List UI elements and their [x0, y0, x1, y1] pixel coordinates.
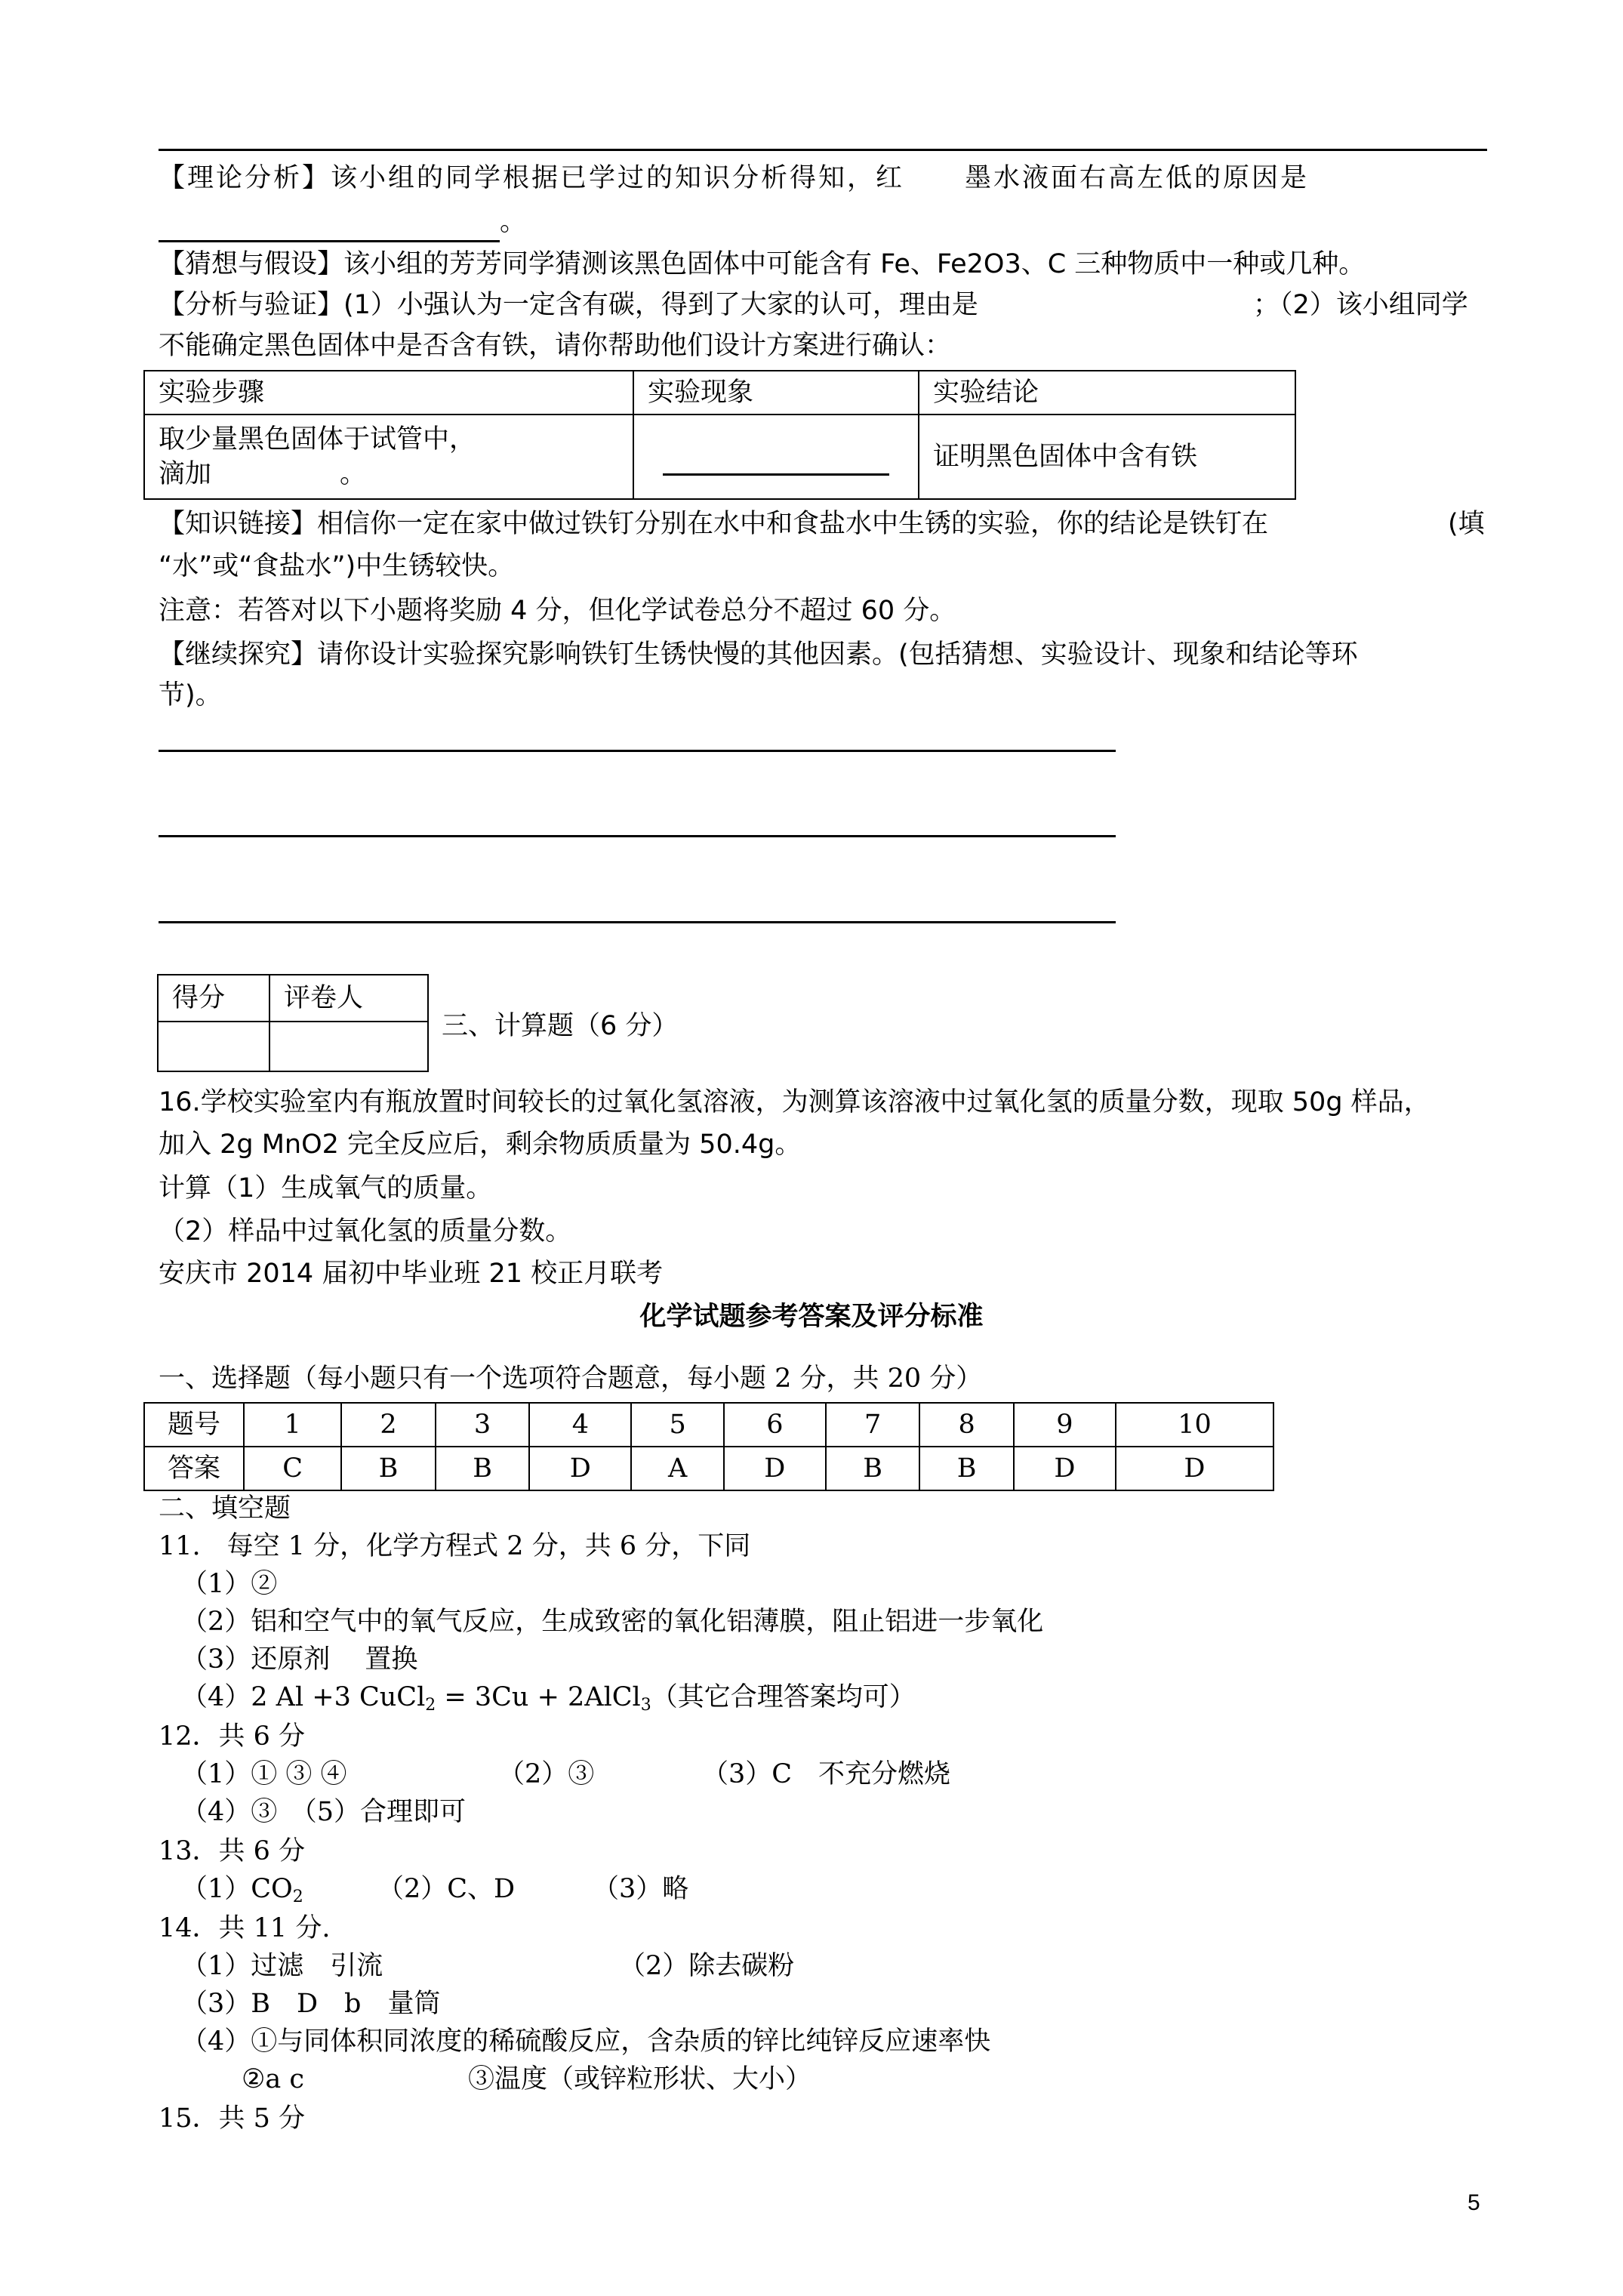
score-label: 得分: [158, 975, 269, 1022]
answer-q11-2: （2）铝和空气中的氧气反应，生成致密的氧化铝薄膜，阻止铝进一步氧化: [181, 1607, 1044, 1637]
answer-q12-2: （2）③: [498, 1759, 595, 1789]
section-1-title: 一、选择题（每小题只有一个选项符合题意，每小题 2 分，共 20 分）: [159, 1364, 983, 1394]
link-line-c: “水”或“食盐水”)中生锈较快。: [159, 551, 515, 581]
score-box: [157, 974, 429, 1072]
choice-answer: B: [826, 1447, 920, 1490]
choice-answer: D: [1014, 1447, 1116, 1490]
equation-part: （4）2 Al +3 CuCl: [181, 1682, 426, 1712]
choice-answer: D: [529, 1447, 631, 1490]
verify-line-c: 不能确定黑色固体中是否含有铁，请你帮助他们设计方案进行确认：: [159, 331, 952, 361]
q16-line: 计算（1）生成氧气的质量。: [159, 1173, 493, 1203]
table-cell-step: [144, 415, 633, 499]
answer-q11-3: （3）还原剂 置换: [181, 1644, 418, 1675]
link-line-a: 【知识链接】相信你一定在家中做过铁钉分别在水中和食盐水中生锈的实验，你的结论是铁钉在: [159, 509, 1269, 539]
question-number: 2: [341, 1403, 436, 1447]
analysis-line: [159, 160, 1309, 196]
analysis-end: 。: [500, 207, 527, 237]
answer-q12-3: （3）C 不充分燃烧: [702, 1759, 951, 1789]
answer-blank[interactable]: [159, 204, 500, 242]
answer-q14-1: （1）过滤 引流: [181, 1951, 383, 1981]
equation-note: （其它合理答案均可）: [651, 1682, 916, 1712]
answer-line[interactable]: [159, 750, 1116, 752]
row-label: 题号: [144, 1403, 244, 1447]
choice-answer: B: [919, 1447, 1014, 1490]
verify-a: 【分析与验证】(1）小强认为一定含有碳，得到了大家的认可，理由是: [159, 290, 978, 320]
q16-line: 加入 2g MnO2 完全反应后，剩余物质质量为 50.4g。: [159, 1130, 802, 1160]
table-header: 实验步骤: [144, 371, 633, 415]
section-3-title: 三、计算题（6 分）: [442, 1011, 679, 1041]
table-cell-conclusion: 证明黑色固体中含有铁: [919, 415, 1295, 499]
choice-answer: D: [1116, 1447, 1273, 1490]
page-number: 5: [1467, 2190, 1480, 2215]
verify-line-b: ；（2）该小组同学: [1253, 290, 1468, 320]
question-number: 3: [436, 1403, 530, 1447]
choice-answer: B: [436, 1447, 530, 1490]
step-line: [159, 457, 619, 492]
table-header: 实验结论: [919, 371, 1295, 415]
row-label: 答案: [144, 1447, 244, 1490]
answer-q13: 13．共 6 分: [159, 1836, 306, 1866]
grader-label: 评卷人: [269, 975, 428, 1022]
note-line: 注意：若答对以下小题将奖励 4 分，但化学试卷总分不超过 60 分。: [159, 596, 956, 626]
analysis-blank-line: [159, 204, 526, 242]
answers-title: 化学试题参考答案及评分标准: [639, 1302, 984, 1332]
equation-part: = 3Cu + 2AlCl: [436, 1682, 641, 1712]
answer-q14-2: （2）除去碳粉: [619, 1951, 795, 1981]
continue-line-b: 节)。: [159, 680, 222, 710]
question-number: 4: [529, 1403, 631, 1447]
answer-q13-1: [181, 1871, 303, 1907]
choice-answer: C: [244, 1447, 341, 1490]
score-cell[interactable]: [158, 1022, 269, 1071]
choice-answer: A: [631, 1447, 724, 1490]
choice-answer: D: [724, 1447, 826, 1490]
formula-part: （1）CO: [181, 1874, 293, 1904]
grader-cell[interactable]: [269, 1022, 428, 1071]
link-line-b: (填: [1448, 509, 1485, 539]
answer-q13-3: （3）略: [593, 1874, 689, 1904]
exam-source: 安庆市 2014 届初中毕业班 21 校正月联考: [159, 1259, 664, 1289]
question-number: 6: [724, 1403, 826, 1447]
answer-q15: 15．共 5 分: [159, 2103, 306, 2134]
question-number: 7: [826, 1403, 920, 1447]
question-number: 8: [919, 1403, 1014, 1447]
step-line: 取少量黑色固体于试管中，: [159, 424, 476, 455]
experiment-table: [143, 370, 1296, 500]
answer-q12: 12．共 6 分: [159, 1721, 306, 1752]
answer-blank[interactable]: [663, 439, 889, 476]
analysis-head: 【理论分析】该小组的同学根据已学过的知识分析得知，红: [159, 163, 905, 193]
answer-q12-1: （1）① ③ ④: [181, 1759, 347, 1789]
question-number: 1: [244, 1403, 341, 1447]
answer-q14-6: ③温度（或锌粒形状、大小）: [468, 2064, 812, 2094]
answer-line[interactable]: [159, 835, 1116, 837]
q16-line: （2）样品中过氧化氢的质量分数。: [159, 1216, 572, 1247]
choice-answer: B: [341, 1447, 436, 1490]
guess-line: 【猜想与假设】该小组的芳芳同学猜测该黑色固体中可能含有 Fe、Fe2O3、C 三种物质中一种或几种。: [159, 249, 1366, 279]
step-drop: 滴加: [159, 459, 212, 489]
answer-line[interactable]: [159, 921, 1116, 923]
answer-q14-3: （3）B D b 量筒: [181, 1989, 441, 2019]
answer-q12-4: （4）③ （5）合理即可: [181, 1797, 467, 1827]
section-2-title: 二、填空题: [159, 1493, 291, 1524]
equation-subscript: 2: [425, 1696, 436, 1715]
question-number: 10: [1116, 1403, 1273, 1447]
answer-q14-5: ②a c: [242, 2064, 304, 2094]
answer-q11: 11. 每空 1 分，化学方程式 2 分，共 6 分，下同: [159, 1531, 751, 1561]
question-number: 5: [631, 1403, 724, 1447]
top-rule: [159, 149, 1487, 151]
q16-line: 16.学校实验室内有瓶放置时间较长的过氧化氢溶液，为测算该溶液中过氧化氢的质量分数，现取 50g 样品，: [159, 1087, 1431, 1117]
formula-subscript: 2: [292, 1888, 303, 1906]
answer-q13-2: （2）C、D: [377, 1874, 516, 1904]
continue-line-a: 【继续探究】请你设计实验探究影响铁钉生锈快慢的其他因素。(包括猜想、实验设计、现象和结论等环: [159, 639, 1358, 670]
verify-line: [159, 287, 978, 323]
table-header: 实验现象: [633, 371, 919, 415]
step-end: 。: [340, 459, 367, 489]
equation-subscript: 3: [640, 1696, 651, 1715]
table-cell-observation[interactable]: [633, 415, 919, 499]
answer-q14-4: （4）①与同体积同浓度的稀硫酸反应，含杂质的锌比纯锌反应速率快: [181, 2026, 991, 2057]
analysis-tail: 墨水液面右高左低的原因是: [965, 163, 1310, 193]
answer-q11-1: （1）②: [181, 1569, 278, 1599]
answer-q14: 14．共 11 分.: [159, 1913, 331, 1943]
answer-q11-4: [181, 1679, 916, 1715]
choice-answer-table: [143, 1402, 1274, 1491]
question-number: 9: [1014, 1403, 1116, 1447]
